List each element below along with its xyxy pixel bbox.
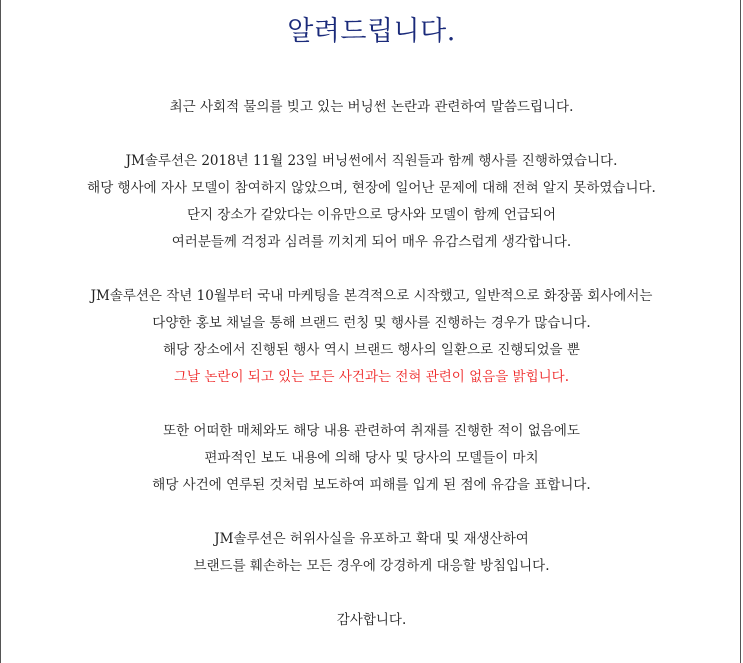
closing-paragraph: [0, 607, 743, 634]
event-line-1: JM솔루션은 2018년 11월 23일 버닝썬에서 직원들과 함께 행사를 진행하였습니다.: [125, 153, 618, 169]
marketing-line-2: 다양한 홍보 채널을 통해 브랜드 런칭 및 행사를 진행하는 경우가 많습니다.: [152, 315, 591, 331]
media-line-2: 편파적인 보도 내용에 의해 당사 및 당사의 모델들이 마치: [204, 450, 539, 466]
media-line-3: 해당 사건에 연루된 것처럼 보도하여 피해를 입게 된 점에 유감을 표합니다.: [152, 477, 591, 493]
marketing-line-1: JM솔루션은 작년 10월부터 국내 마케팅을 본격적으로 시작했고, 일반적으로 화장품 회사에서는: [90, 288, 653, 304]
closing-line: 감사합니다.: [336, 612, 407, 628]
response-line-1: JM솔루션은 허위사실을 유포하고 확대 및 재생산하여: [214, 531, 529, 547]
media-line-1: 또한 어떠한 매체와도 해당 내용 관련하여 취재를 진행한 적이 없음에도: [163, 423, 580, 439]
marketing-paragraph: [0, 283, 743, 391]
event-line-2: 해당 행사에 자사 모델이 참여하지 않았으며, 현장에 일어난 문제에 대해 전혀 알지 못하였습니다.: [87, 180, 656, 196]
intro-paragraph: [0, 94, 743, 121]
event-line-3: 단지 장소가 같았다는 이유만으로 당사와 모델이 함께 언급되어: [186, 207, 557, 223]
notice-title: 알려드립니다.: [287, 16, 456, 47]
marketing-line-3: 해당 장소에서 진행된 행사 역시 브랜드 행사의 일환으로 진행되었을 뿐: [163, 342, 580, 358]
response-paragraph: [0, 526, 743, 580]
intro-line: 최근 사회적 물의를 빚고 있는 버닝썬 논란과 관련하여 말씀드립니다.: [169, 99, 574, 115]
highlight-statement: 그날 논란이 되고 있는 모든 사건과는 전혀 관련이 없음을 밝힙니다.: [173, 369, 570, 385]
event-line-4: 여러분들께 걱정과 심려를 끼치게 되어 매우 유감스럽게 생각합니다.: [171, 234, 572, 250]
response-line-2: 브랜드를 훼손하는 모든 경우에 강경하게 대응할 방침입니다.: [193, 558, 550, 574]
media-paragraph: [0, 418, 743, 499]
event-paragraph: [0, 148, 743, 256]
